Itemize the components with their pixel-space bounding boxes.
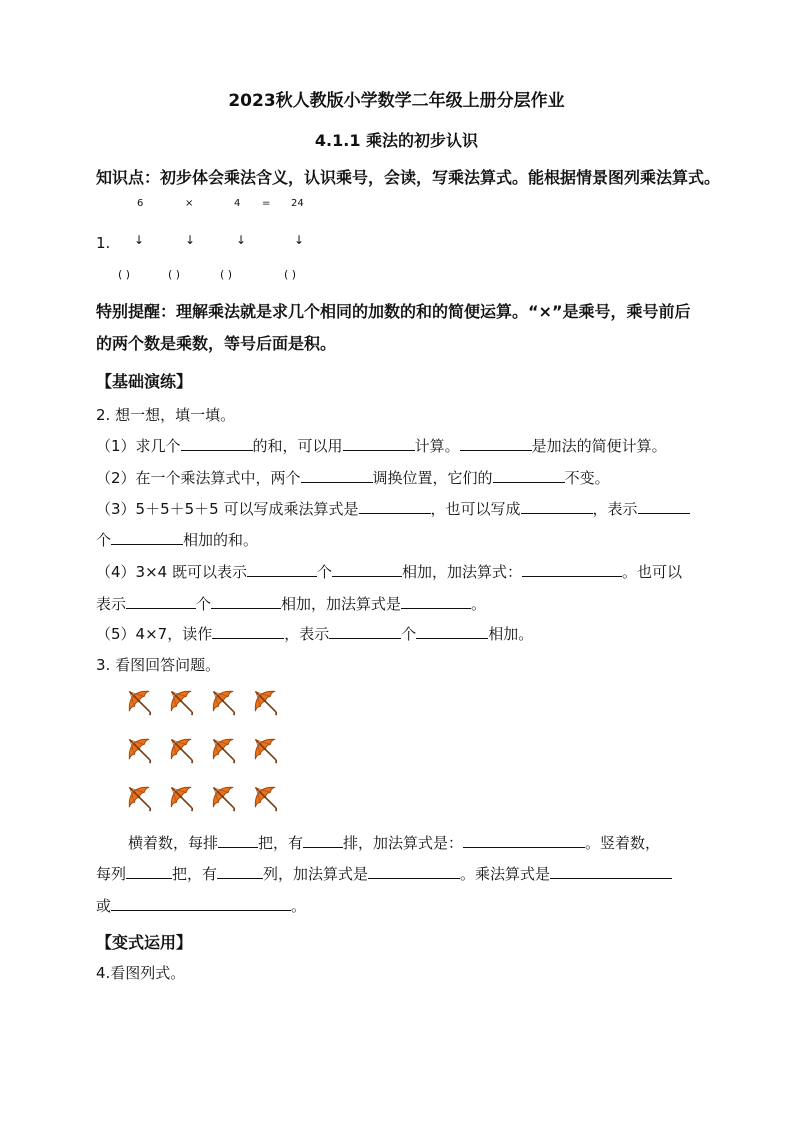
fill-blank[interactable] <box>111 895 291 911</box>
knowledge-point <box>96 165 720 188</box>
q1-blank-name-3[interactable]: ( ) <box>220 268 233 281</box>
fill-blank[interactable] <box>111 529 183 545</box>
down-arrow-icon: ↓ <box>236 233 247 247</box>
fill-blank[interactable] <box>181 435 253 451</box>
tip-label: 特别提醒： <box>96 302 177 321</box>
q2-item-5: （5）4×7，读作 ，表示 个 相加。 <box>96 625 534 643</box>
fill-blank[interactable] <box>638 498 690 514</box>
fill-blank[interactable] <box>217 863 263 879</box>
q2-item-2: （2）在一个乘法算式中，两个 调换位置，它们的 不变。 <box>96 469 610 487</box>
knowledge-label: 知识点： <box>96 168 161 187</box>
fill-blank[interactable] <box>460 435 532 451</box>
section-heading-basic: 【基础演练】 <box>96 372 193 391</box>
umbrella-icon <box>206 732 242 768</box>
fill-blank[interactable] <box>126 863 172 879</box>
umbrella-icon <box>164 732 200 768</box>
q3-line-3: 或 。 <box>96 897 307 915</box>
umbrella-icon <box>206 684 242 720</box>
lesson-subtitle: 4.1.1 乘法的初步认识 <box>314 131 479 150</box>
fill-blank[interactable] <box>401 593 471 609</box>
down-arrow-icon: ↓ <box>134 233 145 247</box>
q1-blank-name-1[interactable]: ( ) <box>118 268 131 281</box>
fill-blank[interactable] <box>522 561 622 577</box>
fill-blank[interactable] <box>343 435 415 451</box>
down-arrow-icon: ↓ <box>294 233 305 247</box>
umbrella-icon <box>122 780 158 816</box>
umbrella-icon <box>248 780 284 816</box>
fill-blank[interactable] <box>303 832 343 848</box>
fill-blank[interactable] <box>550 863 672 879</box>
q1-factor-1: 6 <box>137 198 144 209</box>
tip-line-2: 的两个数是乘数，等号后面是积。 <box>96 334 337 353</box>
fill-blank[interactable] <box>521 498 593 514</box>
q1-factor-2: 4 <box>234 198 241 209</box>
q1-blank-name-4[interactable]: ( ) <box>284 268 297 281</box>
umbrella-icon <box>164 780 200 816</box>
q4-stem: 4.看图列式。 <box>96 964 186 982</box>
fill-blank[interactable] <box>211 593 281 609</box>
fill-blank[interactable] <box>332 561 402 577</box>
q3-line-1: 横着数，每排 把，有 排，加法算式是： 。竖着数， <box>128 834 661 852</box>
q1-equal-sign: = <box>262 198 271 209</box>
fill-blank[interactable] <box>493 467 565 483</box>
fill-blank[interactable] <box>463 832 585 848</box>
q2-item-4: （4）3×4 既可以表示 个 相加，加法算式： 。也可以 <box>96 563 683 581</box>
umbrella-icon <box>122 684 158 720</box>
fill-blank[interactable] <box>368 863 460 879</box>
q1-times-sign: × <box>185 198 194 209</box>
q3-line-2: 每列 把，有 列，加法算式是 。乘法算式是 <box>96 863 672 884</box>
fill-blank[interactable] <box>247 561 317 577</box>
tip-line-1: 特别提醒：理解乘法就是求几个相同的加数的和的简便运算。“×”是乘号，乘号前后 <box>96 302 691 321</box>
q1-product: 24 <box>291 198 304 209</box>
q2-item-3-cont: 个 相加的和。 <box>96 531 259 549</box>
page-title: 2023秋人教版小学数学二年级上册分层作业 <box>228 91 565 111</box>
fill-blank[interactable] <box>126 593 196 609</box>
fill-blank[interactable] <box>329 623 401 639</box>
q2-item-4-cont: 表示 个 相加，加法算式是 。 <box>96 595 487 613</box>
umbrella-icon <box>164 684 200 720</box>
umbrella-icon <box>248 732 284 768</box>
q1-blank-name-2[interactable]: ( ) <box>168 268 181 281</box>
section-heading-variant: 【变式运用】 <box>96 933 193 952</box>
fill-blank[interactable] <box>212 623 284 639</box>
q2-item-1: （1）求几个 的和，可以用 计算。 是加法的简便计算。 <box>96 437 667 455</box>
umbrella-icon <box>122 732 158 768</box>
q2-stem: 2. 想一想，填一填。 <box>96 406 236 424</box>
umbrella-icon <box>248 684 284 720</box>
fill-blank[interactable] <box>416 623 488 639</box>
q1-number: 1. <box>96 234 111 252</box>
umbrella-icon <box>206 780 242 816</box>
knowledge-text: 初步体会乘法含义，认识乘号，会读，写乘法算式。能根据情景图列乘法算式。 <box>160 168 721 187</box>
q2-item-3: （3）5＋5＋5＋5 可以写成乘法算式是 ，也可以写成 ，表示 <box>96 498 690 519</box>
fill-blank[interactable] <box>301 467 373 483</box>
fill-blank[interactable] <box>359 498 431 514</box>
q3-stem: 3. 看图回答问题。 <box>96 656 221 674</box>
down-arrow-icon: ↓ <box>185 233 196 247</box>
fill-blank[interactable] <box>218 832 258 848</box>
